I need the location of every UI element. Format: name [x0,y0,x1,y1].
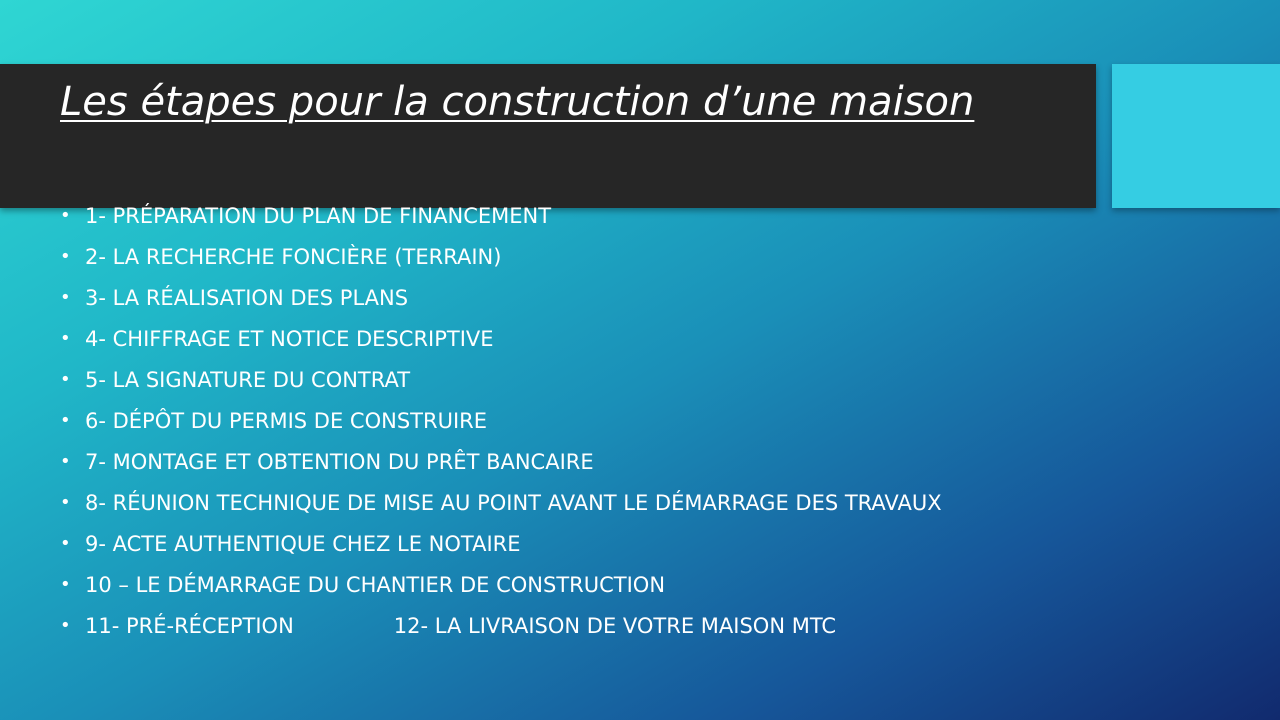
list-item [60,328,1020,350]
list-item-text: 10 – LE DÉMARRAGE DU CHANTIER DE CONSTRUCTION [85,573,666,597]
list-item-text: 12- LA LIVRAISON DE VOTRE MAISON MTC [393,614,837,638]
bullet-icon: • [60,615,71,636]
list-item [60,287,1020,309]
bullet-icon: • [60,410,71,431]
list-item [60,369,1020,391]
bullet-icon: • [60,533,71,554]
bullet-icon: • [60,246,71,267]
list-item [60,246,1020,268]
list-item-text: 8- RÉUNION TECHNIQUE DE MISE AU POINT AVANT LE DÉMARRAGE DES TRAVAUX [85,491,942,515]
list-item-text: 7- MONTAGE ET OBTENTION DU PRÊT BANCAIRE [85,450,594,474]
bullet-icon: • [60,205,71,226]
list-item-text: 4- CHIFFRAGE ET NOTICE DESCRIPTIVE [85,327,494,351]
list-item-text: 9- ACTE AUTHENTIQUE CHEZ LE NOTAIRE [85,532,521,556]
bullet-icon: • [60,287,71,308]
bullet-icon: • [60,574,71,595]
list-item-text: 3- LA RÉALISATION DES PLANS [85,286,409,310]
bullet-icon: • [60,369,71,390]
list-item [60,574,1020,596]
list-item-text: 5- LA SIGNATURE DU CONTRAT [85,368,411,392]
slide-title: Les étapes pour la construction d’une maison [60,79,975,125]
list-item [60,205,1020,227]
bullet-icon: • [60,328,71,349]
list-item-text: 2- LA RECHERCHE FONCIÈRE (TERRAIN) [85,245,502,269]
list-item-text: 6- DÉPÔT DU PERMIS DE CONSTRUIRE [85,409,487,433]
list-item-text: 11- PRÉ-RÉCEPTION [85,614,294,638]
list-item-text: 1- PRÉPARATION DU PLAN DE FINANCEMENT [85,204,552,228]
bullet-list [60,205,1020,656]
list-item [60,533,1020,555]
list-item [60,410,1020,432]
bullet-icon: • [60,492,71,513]
list-item [60,492,1020,514]
list-item [60,451,1020,473]
bullet-icon: • [60,451,71,472]
list-item [60,615,1020,637]
accent-square [1112,64,1280,208]
